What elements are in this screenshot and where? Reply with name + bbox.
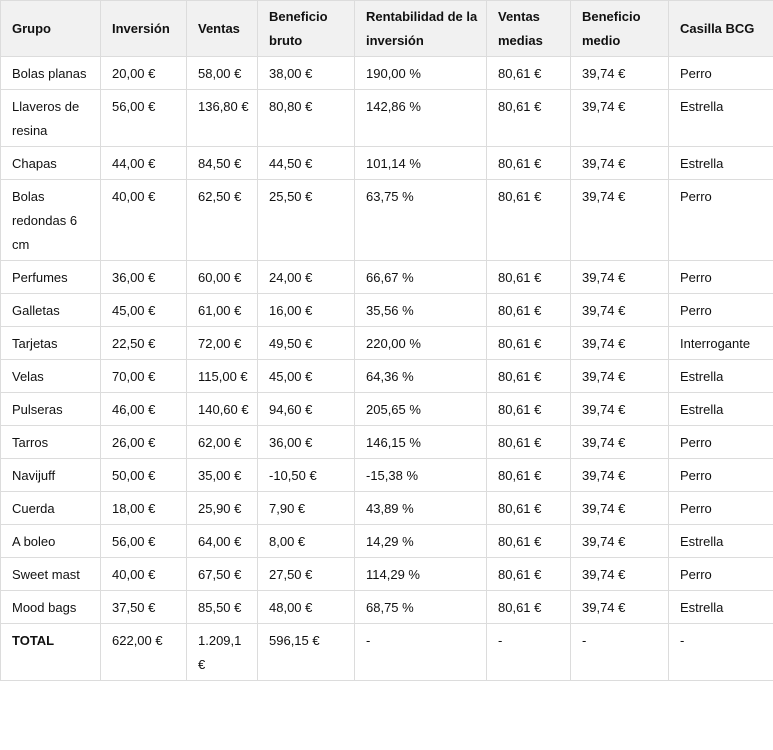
inversion-cell: 44,00 € bbox=[101, 147, 187, 180]
header-ventas-medias: Ventas medias bbox=[487, 1, 571, 57]
ventas-cell: 62,50 € bbox=[187, 180, 258, 261]
table-row bbox=[1, 180, 773, 261]
grupo-cell: Pulseras bbox=[1, 393, 101, 426]
rentabilidad-cell: 68,75 % bbox=[355, 591, 487, 624]
casilla-bcg-cell: - bbox=[669, 624, 773, 681]
casilla-bcg-cell: Estrella bbox=[669, 147, 773, 180]
casilla-bcg-cell: Estrella bbox=[669, 360, 773, 393]
header-grupo: Grupo bbox=[1, 1, 101, 57]
header-beneficio-medio: Beneficio medio bbox=[571, 1, 669, 57]
beneficio-bruto-cell: 25,50 € bbox=[258, 180, 355, 261]
table-row bbox=[1, 57, 773, 90]
beneficio-medio-cell: 39,74 € bbox=[571, 261, 669, 294]
inversion-cell: 40,00 € bbox=[101, 558, 187, 591]
beneficio-medio-cell: 39,74 € bbox=[571, 426, 669, 459]
ventas-cell: 58,00 € bbox=[187, 57, 258, 90]
grupo-cell: A boleo bbox=[1, 525, 101, 558]
casilla-bcg-cell: Perro bbox=[669, 426, 773, 459]
ventas-cell: 61,00 € bbox=[187, 294, 258, 327]
grupo-cell: Perfumes bbox=[1, 261, 101, 294]
beneficio-medio-cell: 39,74 € bbox=[571, 57, 669, 90]
beneficio-medio-cell: 39,74 € bbox=[571, 591, 669, 624]
beneficio-bruto-cell: 16,00 € bbox=[258, 294, 355, 327]
casilla-bcg-cell: Perro bbox=[669, 558, 773, 591]
inversion-cell: 20,00 € bbox=[101, 57, 187, 90]
rentabilidad-cell: 142,86 % bbox=[355, 90, 487, 147]
grupo-cell: Tarjetas bbox=[1, 327, 101, 360]
table-row bbox=[1, 591, 773, 624]
ventas-cell: 115,00 € bbox=[187, 360, 258, 393]
beneficio-medio-cell: 39,74 € bbox=[571, 327, 669, 360]
ventas-medias-cell: 80,61 € bbox=[487, 57, 571, 90]
casilla-bcg-cell: Estrella bbox=[669, 393, 773, 426]
table-row bbox=[1, 90, 773, 147]
rentabilidad-cell: 66,67 % bbox=[355, 261, 487, 294]
table-row bbox=[1, 147, 773, 180]
inversion-cell: 45,00 € bbox=[101, 294, 187, 327]
beneficio-bruto-cell: 80,80 € bbox=[258, 90, 355, 147]
beneficio-medio-cell: 39,74 € bbox=[571, 492, 669, 525]
ventas-cell: 1.209,1 € bbox=[187, 624, 258, 681]
ventas-cell: 85,50 € bbox=[187, 591, 258, 624]
ventas-cell: 140,60 € bbox=[187, 393, 258, 426]
casilla-bcg-cell: Perro bbox=[669, 180, 773, 261]
table-row bbox=[1, 558, 773, 591]
beneficio-bruto-cell: -10,50 € bbox=[258, 459, 355, 492]
rentabilidad-cell: 101,14 % bbox=[355, 147, 487, 180]
inversion-cell: 37,50 € bbox=[101, 591, 187, 624]
grupo-cell: Mood bags bbox=[1, 591, 101, 624]
grupo-cell: Navijuff bbox=[1, 459, 101, 492]
beneficio-bruto-cell: 36,00 € bbox=[258, 426, 355, 459]
table-row bbox=[1, 294, 773, 327]
rentabilidad-cell: 220,00 % bbox=[355, 327, 487, 360]
total-row bbox=[1, 624, 773, 681]
beneficio-bruto-cell: 7,90 € bbox=[258, 492, 355, 525]
header-ventas: Ventas bbox=[187, 1, 258, 57]
inversion-cell: 46,00 € bbox=[101, 393, 187, 426]
casilla-bcg-cell: Estrella bbox=[669, 591, 773, 624]
ventas-medias-cell: 80,61 € bbox=[487, 90, 571, 147]
table-row bbox=[1, 459, 773, 492]
ventas-cell: 64,00 € bbox=[187, 525, 258, 558]
casilla-bcg-cell: Perro bbox=[669, 57, 773, 90]
casilla-bcg-cell: Perro bbox=[669, 261, 773, 294]
ventas-medias-cell: 80,61 € bbox=[487, 492, 571, 525]
casilla-bcg-cell: Interrogante bbox=[669, 327, 773, 360]
beneficio-bruto-cell: 24,00 € bbox=[258, 261, 355, 294]
beneficio-bruto-cell: 596,15 € bbox=[258, 624, 355, 681]
beneficio-medio-cell: 39,74 € bbox=[571, 393, 669, 426]
beneficio-bruto-cell: 45,00 € bbox=[258, 360, 355, 393]
table-row bbox=[1, 327, 773, 360]
beneficio-medio-cell: 39,74 € bbox=[571, 525, 669, 558]
table-row bbox=[1, 426, 773, 459]
casilla-bcg-cell: Estrella bbox=[669, 90, 773, 147]
ventas-cell: 60,00 € bbox=[187, 261, 258, 294]
beneficio-medio-cell: 39,74 € bbox=[571, 147, 669, 180]
inversion-cell: 26,00 € bbox=[101, 426, 187, 459]
header-casilla-bcg: Casilla BCG bbox=[669, 1, 773, 57]
inversion-cell: 70,00 € bbox=[101, 360, 187, 393]
beneficio-medio-cell: 39,74 € bbox=[571, 180, 669, 261]
grupo-cell: Cuerda bbox=[1, 492, 101, 525]
ventas-cell: 136,80 € bbox=[187, 90, 258, 147]
beneficio-bruto-cell: 38,00 € bbox=[258, 57, 355, 90]
ventas-cell: 84,50 € bbox=[187, 147, 258, 180]
rentabilidad-cell: - bbox=[355, 624, 487, 681]
ventas-medias-cell: 80,61 € bbox=[487, 294, 571, 327]
beneficio-medio-cell: 39,74 € bbox=[571, 360, 669, 393]
ventas-cell: 35,00 € bbox=[187, 459, 258, 492]
inversion-cell: 622,00 € bbox=[101, 624, 187, 681]
beneficio-bruto-cell: 8,00 € bbox=[258, 525, 355, 558]
casilla-bcg-cell: Perro bbox=[669, 459, 773, 492]
inversion-cell: 18,00 € bbox=[101, 492, 187, 525]
table-row bbox=[1, 393, 773, 426]
rentabilidad-cell: 43,89 % bbox=[355, 492, 487, 525]
rentabilidad-cell: 14,29 % bbox=[355, 525, 487, 558]
rentabilidad-cell: 63,75 % bbox=[355, 180, 487, 261]
table-row bbox=[1, 525, 773, 558]
beneficio-bruto-cell: 48,00 € bbox=[258, 591, 355, 624]
inversion-cell: 22,50 € bbox=[101, 327, 187, 360]
ventas-cell: 67,50 € bbox=[187, 558, 258, 591]
grupo-cell: Llaveros de resina bbox=[1, 90, 101, 147]
rentabilidad-cell: 114,29 % bbox=[355, 558, 487, 591]
table-row bbox=[1, 492, 773, 525]
header-inversion: Inversión bbox=[101, 1, 187, 57]
beneficio-medio-cell: 39,74 € bbox=[571, 558, 669, 591]
ventas-medias-cell: 80,61 € bbox=[487, 360, 571, 393]
table-row bbox=[1, 261, 773, 294]
grupo-cell: Bolas redondas 6 cm bbox=[1, 180, 101, 261]
ventas-medias-cell: 80,61 € bbox=[487, 558, 571, 591]
inversion-cell: 50,00 € bbox=[101, 459, 187, 492]
header-row bbox=[1, 1, 773, 57]
ventas-medias-cell: 80,61 € bbox=[487, 180, 571, 261]
ventas-medias-cell: 80,61 € bbox=[487, 525, 571, 558]
beneficio-bruto-cell: 44,50 € bbox=[258, 147, 355, 180]
beneficio-medio-cell: - bbox=[571, 624, 669, 681]
inversion-cell: 56,00 € bbox=[101, 525, 187, 558]
table-row bbox=[1, 360, 773, 393]
beneficio-medio-cell: 39,74 € bbox=[571, 459, 669, 492]
grupo-cell: Chapas bbox=[1, 147, 101, 180]
ventas-medias-cell: 80,61 € bbox=[487, 459, 571, 492]
header-rentabilidad: Rentabilidad de la inversión bbox=[355, 1, 487, 57]
beneficio-bruto-cell: 94,60 € bbox=[258, 393, 355, 426]
beneficio-bruto-cell: 49,50 € bbox=[258, 327, 355, 360]
header-beneficio-bruto: Beneficio bruto bbox=[258, 1, 355, 57]
grupo-cell: TOTAL bbox=[1, 624, 101, 681]
grupo-cell: Galletas bbox=[1, 294, 101, 327]
ventas-cell: 72,00 € bbox=[187, 327, 258, 360]
ventas-medias-cell: 80,61 € bbox=[487, 426, 571, 459]
beneficio-medio-cell: 39,74 € bbox=[571, 90, 669, 147]
inversion-cell: 40,00 € bbox=[101, 180, 187, 261]
ventas-cell: 62,00 € bbox=[187, 426, 258, 459]
grupo-cell: Sweet mast bbox=[1, 558, 101, 591]
rentabilidad-cell: 64,36 % bbox=[355, 360, 487, 393]
rentabilidad-cell: 35,56 % bbox=[355, 294, 487, 327]
ventas-medias-cell: 80,61 € bbox=[487, 261, 571, 294]
inversion-cell: 36,00 € bbox=[101, 261, 187, 294]
grupo-cell: Bolas planas bbox=[1, 57, 101, 90]
casilla-bcg-cell: Perro bbox=[669, 294, 773, 327]
ventas-medias-cell: 80,61 € bbox=[487, 147, 571, 180]
grupo-cell: Velas bbox=[1, 360, 101, 393]
beneficio-medio-cell: 39,74 € bbox=[571, 294, 669, 327]
ventas-cell: 25,90 € bbox=[187, 492, 258, 525]
ventas-medias-cell: - bbox=[487, 624, 571, 681]
casilla-bcg-cell: Perro bbox=[669, 492, 773, 525]
grupo-cell: Tarros bbox=[1, 426, 101, 459]
inversion-cell: 56,00 € bbox=[101, 90, 187, 147]
table-body bbox=[1, 57, 773, 681]
ventas-medias-cell: 80,61 € bbox=[487, 591, 571, 624]
beneficio-bruto-cell: 27,50 € bbox=[258, 558, 355, 591]
ventas-medias-cell: 80,61 € bbox=[487, 393, 571, 426]
rentabilidad-cell: 205,65 % bbox=[355, 393, 487, 426]
rentabilidad-cell: 146,15 % bbox=[355, 426, 487, 459]
rentabilidad-cell: -15,38 % bbox=[355, 459, 487, 492]
ventas-medias-cell: 80,61 € bbox=[487, 327, 571, 360]
casilla-bcg-cell: Estrella bbox=[669, 525, 773, 558]
rentabilidad-cell: 190,00 % bbox=[355, 57, 487, 90]
